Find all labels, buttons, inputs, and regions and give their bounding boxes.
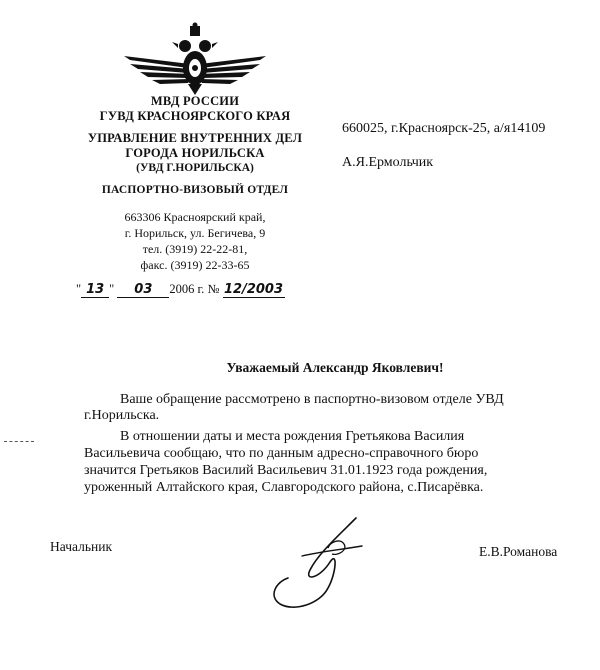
handwritten-signature-icon (258, 508, 398, 618)
salutation: Уважаемый Александр Яковлевич! (226, 360, 444, 375)
signatory-title: Начальник (50, 539, 113, 554)
signatory-name: Е.В.Романова (479, 544, 558, 559)
paragraph-2-line-4: уроженный Алтайского края, Славгородского района, с.Писарёвка. (84, 480, 484, 495)
sender-address-line1: 663306 Красноярский край, (124, 210, 266, 224)
margin-mark (4, 441, 34, 442)
date-month: 03 (117, 282, 169, 298)
date-year: 2006 г. (169, 282, 205, 296)
paragraph-2-line-3: значится Гретьяков Василий Васильевич 31.01.1923 года рождения, (84, 463, 488, 478)
recipient-name: А.Я.Ермольчик (342, 155, 434, 170)
date-day: 13 (81, 282, 109, 298)
paragraph-2-line-1: В отношении даты и места рождения Гретьякова Василия (120, 429, 465, 444)
date-open-quote: " (76, 282, 82, 296)
sender-phone: тел. (3919) 22-22-81, (142, 242, 248, 256)
number-label: № (207, 282, 220, 296)
sender-address-line2: г. Норильск, ул. Бегичева, 9 (124, 226, 266, 240)
ministry-title: МВД РОССИИ (150, 94, 240, 108)
date-close-quote: " (109, 282, 115, 296)
document-number: 12/2003 (223, 282, 284, 297)
division-title: ПАСПОРТНО-ВИЗОВЫЙ ОТДЕЛ (101, 184, 289, 196)
paragraph-1-line-1: Ваше обращение рассмотрено в паспортно-визовом отделе УВД (120, 392, 504, 407)
paragraph-2-line-2: Васильевича сообщаю, что по данным адресно-справочного бюро (84, 446, 479, 461)
regional-dept-title: ГУВД КРАСНОЯРСКОГО КРАЯ (99, 109, 291, 123)
department-title-line1: УПРАВЛЕНИЕ ВНУТРЕННИХ ДЕЛ (87, 131, 303, 145)
paragraph-1-line-2: г.Норильска. (84, 408, 160, 423)
recipient-address: 660025, г.Красноярск-25, а/я14109 (342, 121, 546, 136)
department-title-line2: ГОРОДА НОРИЛЬСКА (125, 146, 265, 160)
department-abbr: (УВД Г.НОРИЛЬСКА) (136, 162, 254, 174)
dateline (76, 282, 285, 298)
eagle-emblem-icon (120, 22, 270, 96)
sender-fax: факс. (3919) 22-33-65 (140, 258, 250, 272)
